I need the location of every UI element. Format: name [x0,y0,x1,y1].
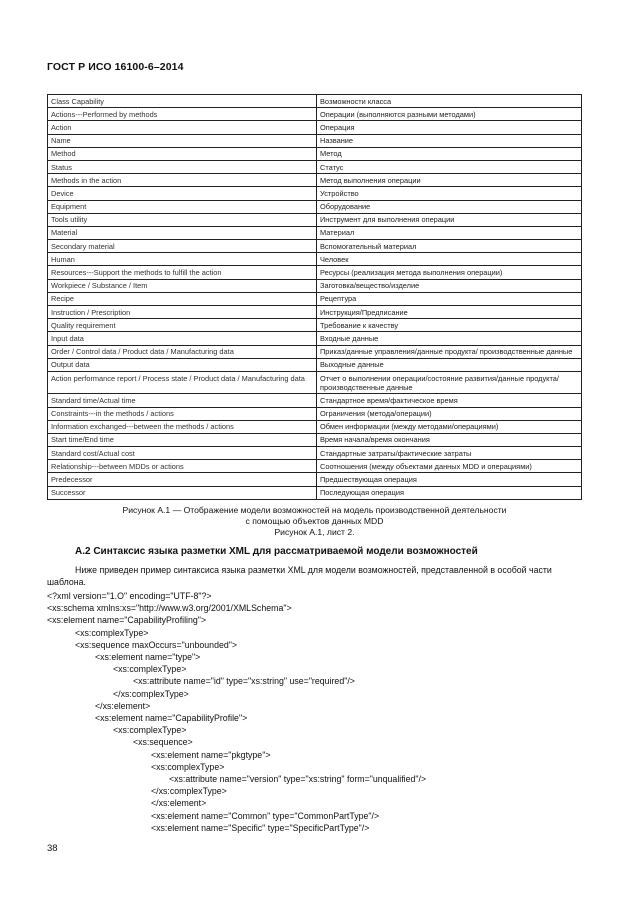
table-row [48,447,582,460]
table-cell-russian: Обмен информации (между методами/операциями) [317,420,582,433]
table-cell-english: Resources---Support the methods to fulfill the action [48,266,317,279]
table-cell-english: Secondary material [48,240,317,253]
table-row [48,253,582,266]
table-cell-russian: Время начала/время окончания [317,433,582,446]
table-cell-russian: Оборудование [317,200,582,213]
table-cell-english: Equipment [48,200,317,213]
table-cell-english: Material [48,226,317,239]
table-row [48,394,582,407]
table-cell-russian: Материал [317,226,582,239]
table-cell-english: Class Capability [48,95,317,108]
table-cell-english: Name [48,134,317,147]
section-heading: А.2 Синтаксис языка разметки XML для рассматриваемой модели возможностей [75,546,478,557]
table-cell-english: Start time/End time [48,433,317,446]
table-row [48,266,582,279]
table-row [48,460,582,473]
table-cell-russian: Соотношения (между объектами данных MDD и операциями) [317,460,582,473]
table-row [48,108,582,121]
standard-header: ГОСТ Р ИСО 16100-6–2014 [47,61,184,73]
table-cell-russian: Инструкция/Предписание [317,306,582,319]
table-cell-russian: Статус [317,160,582,173]
code-line: <xs:element name="Common" type="CommonPartType"/> [151,810,380,821]
table-cell-english: Methods in the action [48,174,317,187]
table-cell-russian: Ограничения (метода/операции) [317,407,582,420]
table-cell-english: Device [48,187,317,200]
table-cell-english: Constraints---in the methods / actions [48,407,317,420]
table-cell-russian: Отчет о выполнении операции/состояние развития/данные продукта/производственные данные [317,371,582,393]
code-line: <xs:element name="CapabilityProfiling"> [47,615,207,626]
table-row [48,134,582,147]
table-row [48,358,582,371]
table-row [48,306,582,319]
table-cell-english: Method [48,147,317,160]
table-cell-english: Action [48,121,317,134]
table-row [48,147,582,160]
table-cell-russian: Стандартное время/фактическое время [317,394,582,407]
table-cell-english: Input data [48,332,317,345]
table-cell-russian: Устройство [317,187,582,200]
table-row [48,226,582,239]
table-cell-russian: Инструмент для выполнения операции [317,213,582,226]
xml-code-block [47,590,426,834]
code-line: <xs:complexType> [151,761,225,772]
table-cell-english: Status [48,160,317,173]
table-cell-russian: Возможности класса [317,95,582,108]
table-row [48,240,582,253]
table-row [48,121,582,134]
code-line: <xs:complexType> [75,627,149,638]
code-line: <xs:element name="pkgtype"> [151,749,271,760]
table-row [48,213,582,226]
table-cell-english: Tools utility [48,213,317,226]
table-cell-english: Standard cost/Actual cost [48,447,317,460]
table-row [48,160,582,173]
table-cell-russian: Приказ/данные управления/данные продукта/ производственные данные [317,345,582,358]
capability-mapping-table [47,94,582,500]
table-cell-english: Relationship---between MDDs or actions [48,460,317,473]
table-body [48,95,582,500]
table-cell-russian: Метод [317,147,582,160]
table-row [48,174,582,187]
table-cell-english: Actions---Performed by methods [48,108,317,121]
table-row [48,473,582,486]
table-row [48,187,582,200]
table-row [48,345,582,358]
table-cell-russian: Требование к качеству [317,319,582,332]
table-row [48,486,582,499]
table-cell-russian: Операция [317,121,582,134]
table-cell-russian: Стандартные затраты/фактические затраты [317,447,582,460]
code-line: <xs:element name="type"> [95,652,201,663]
table-cell-english: Action performance report / Process state / Product data / Manufacturing data [48,371,317,393]
table-cell-russian: Операции (выполняются разными методами) [317,108,582,121]
table-row [48,407,582,420]
table-cell-russian: Входные данные [317,332,582,345]
table-row [48,433,582,446]
table-cell-english: Quality requirement [48,319,317,332]
table-cell-russian: Название [317,134,582,147]
table-row [48,371,582,393]
caption-line-3: Рисунок А.1, лист 2. [274,527,355,537]
code-line: <xs:element name="Specific" type="SpecificPartType"/> [151,822,370,833]
code-line: <xs:attribute name="version" type="xs:string" form="unqualified"/> [169,774,427,785]
table-cell-russian: Вспомогательный материал [317,240,582,253]
code-line: <xs:sequence> [133,737,193,748]
table-cell-english: Human [48,253,317,266]
code-line: <xs:complexType> [113,664,187,675]
page-number: 38 [47,843,58,854]
table-cell-english: Workpiece / Substance / Item [48,279,317,292]
table-cell-english: Output data [48,358,317,371]
table-cell-english: Information exchanged---between the methods / actions [48,420,317,433]
code-line: <xs:attribute name="id" type="xs:string" use="required"/> [133,676,355,687]
table-cell-english: Recipe [48,292,317,305]
code-line: <xs:sequence maxOccurs="unbounded"> [75,639,238,650]
table-row [48,292,582,305]
code-line: <xs:complexType> [113,725,187,736]
table-cell-english: Order / Control data / Product data / Manufacturing data [48,345,317,358]
code-line: </xs:element> [151,798,207,809]
table-row [48,420,582,433]
table-row [48,279,582,292]
table-cell-russian: Ресурсы (реализация метода выполнения операции) [317,266,582,279]
table-cell-russian: Предшествующая операция [317,473,582,486]
code-line: <xs:element name="CapabilityProfile"> [95,713,248,724]
table-cell-english: Standard time/Actual time [48,394,317,407]
code-line: </xs:element> [95,700,151,711]
table-cell-english: Predecessor [48,473,317,486]
table-row [48,319,582,332]
table-row [48,332,582,345]
table-cell-russian: Заготовка/вещество/изделие [317,279,582,292]
intro-paragraph: Ниже приведен пример синтаксиса языка разметки XML для модели возможностей, представленной в особой части шаблона. [47,565,552,587]
table-cell-russian: Метод выполнения операции [317,174,582,187]
caption-line-1: Рисунок А.1 — Отображение модели возможностей на модель производственной деятельности [122,505,507,515]
code-line: </xs:complexType> [151,786,227,797]
table-cell-english: Instruction / Prescription [48,306,317,319]
table-cell-russian: Рецептура [317,292,582,305]
table-cell-russian: Человек [317,253,582,266]
table-cell-russian: Выходные данные [317,358,582,371]
table-cell-russian: Последующая операция [317,486,582,499]
code-line: <?xml version="1.O" encoding="UTF-8"?> [47,591,212,601]
table-cell-english: Successor [48,486,317,499]
code-line: </xs:complexType> [113,688,189,699]
caption-line-2: с помощью объектов данных MDD [245,516,384,526]
table-row [48,200,582,213]
code-line: <xs:schema xmlns:xs="http://www.w3.org/2001/XMLSchema"> [47,603,292,614]
table-row [48,95,582,108]
figure-caption [47,505,582,538]
